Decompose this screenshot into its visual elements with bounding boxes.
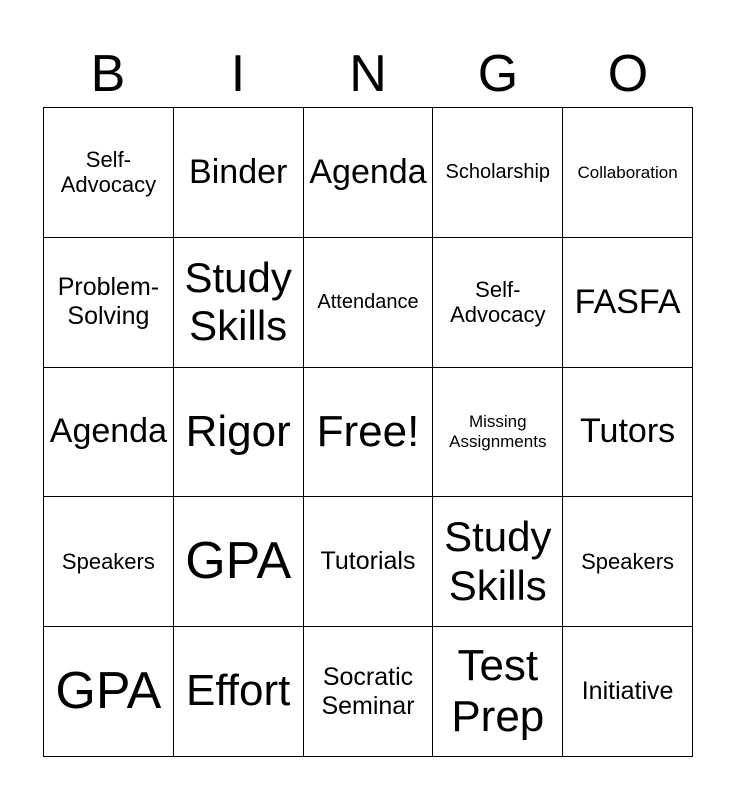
header-letter-g: G	[477, 45, 519, 103]
bingo-cell-line: Self-	[85, 147, 132, 173]
bingo-cell-label	[186, 666, 290, 717]
bingo-cell-line: Advocacy	[60, 172, 157, 198]
bingo-cell-line: Self-	[475, 276, 521, 302]
bingo-cell-label	[321, 663, 414, 721]
bingo-cell[interactable]	[44, 497, 174, 627]
bingo-cell-line: Rigor	[185, 406, 291, 456]
bingo-cell-line: Skills	[189, 302, 288, 350]
bingo-cell[interactable]	[433, 108, 563, 238]
bingo-cell-line: Effort	[186, 666, 291, 716]
bingo-cell-line: Study	[444, 513, 552, 561]
bingo-cell[interactable]	[304, 627, 434, 757]
bingo-cell-label	[450, 277, 545, 328]
bingo-cell-line: Solving	[67, 302, 150, 331]
bingo-cell[interactable]	[174, 238, 304, 368]
bingo-cell-label	[55, 662, 161, 722]
bingo-cell-line: Tutorials	[320, 547, 416, 576]
bingo-cell-line: Scholarship	[445, 160, 551, 183]
bingo-cell[interactable]	[563, 627, 693, 757]
bingo-cell-line: Prep	[451, 691, 545, 741]
bingo-cell[interactable]	[44, 108, 174, 238]
bingo-cell[interactable]	[174, 497, 304, 627]
bingo-cell-label	[446, 161, 551, 184]
bingo-cell-line: Speakers	[61, 549, 155, 575]
bingo-cell-line: Agenda	[49, 412, 168, 451]
bingo-cell-label	[317, 407, 420, 458]
bingo-cell-label	[581, 549, 674, 574]
bingo-cell-line: Advocacy	[450, 302, 546, 328]
bingo-cell-label	[186, 407, 291, 458]
bingo-cell[interactable]	[433, 368, 563, 498]
bingo-cell-line: Agenda	[309, 152, 427, 191]
header-letter-o: O	[607, 45, 649, 103]
bingo-cell-line: Socratic	[322, 662, 414, 691]
bingo-cell-label	[309, 153, 426, 192]
bingo-cell[interactable]	[44, 627, 174, 757]
bingo-cell-line: Binder	[189, 152, 288, 191]
bingo-cell-label	[50, 412, 167, 451]
bingo-cell-line: Assignments	[449, 431, 547, 451]
bingo-header	[43, 40, 693, 108]
bingo-cell-label	[184, 254, 291, 351]
bingo-cell-line: Study	[184, 253, 292, 301]
bingo-cell-label	[189, 153, 287, 192]
bingo-cell-line: Missing	[468, 412, 527, 432]
bingo-cell[interactable]	[433, 497, 563, 627]
bingo-cell[interactable]	[44, 238, 174, 368]
bingo-cell[interactable]	[563, 497, 693, 627]
bingo-cell[interactable]	[433, 627, 563, 757]
bingo-cell-label	[580, 412, 675, 451]
bingo-cell-label	[185, 532, 291, 592]
bingo-cell-line: GPA	[185, 531, 292, 590]
bingo-cell-label	[444, 513, 551, 610]
bingo-cell[interactable]	[304, 108, 434, 238]
bingo-cell-line: Collaboration	[577, 162, 678, 182]
bingo-cell[interactable]	[174, 108, 304, 238]
bingo-cell-line: Speakers	[581, 549, 675, 575]
bingo-cell[interactable]	[174, 368, 304, 498]
bingo-card	[43, 107, 693, 757]
bingo-cell-line: FASFA	[574, 282, 681, 321]
bingo-cell-label	[449, 412, 546, 451]
bingo-cell-line: Seminar	[321, 691, 415, 720]
bingo-cell[interactable]	[174, 627, 304, 757]
bingo-cell-label	[578, 163, 678, 183]
bingo-cell-line: Free!	[316, 406, 420, 456]
header-letter-i: I	[230, 45, 246, 103]
bingo-cell-line: Attendance	[317, 290, 419, 313]
bingo-cell[interactable]	[304, 368, 434, 498]
bingo-cell-label	[321, 547, 416, 576]
header-letter-n: N	[349, 45, 387, 103]
bingo-cell-line: Test	[457, 641, 539, 690]
bingo-cell[interactable]	[563, 368, 693, 498]
bingo-cell[interactable]	[563, 238, 693, 368]
bingo-cell[interactable]	[304, 238, 434, 368]
bingo-cell-label	[451, 641, 544, 742]
bingo-cell[interactable]	[304, 497, 434, 627]
bingo-cell-label	[317, 291, 418, 314]
bingo-cell-line: Skills	[448, 561, 547, 609]
bingo-cell-label	[62, 549, 155, 574]
bingo-cell[interactable]	[44, 368, 174, 498]
bingo-cell-label	[575, 283, 681, 322]
bingo-cell[interactable]	[433, 238, 563, 368]
bingo-cell-label	[58, 273, 159, 331]
header-letter-b: B	[90, 45, 126, 103]
bingo-cell-line: Problem-	[57, 273, 160, 302]
bingo-cell[interactable]	[563, 108, 693, 238]
bingo-cell-line: GPA	[55, 661, 162, 720]
bingo-cell-label	[582, 677, 674, 706]
bingo-cell-line: Tutors	[580, 412, 676, 451]
bingo-cell-line: Initiative	[581, 677, 674, 706]
bingo-cell-label	[61, 147, 156, 198]
